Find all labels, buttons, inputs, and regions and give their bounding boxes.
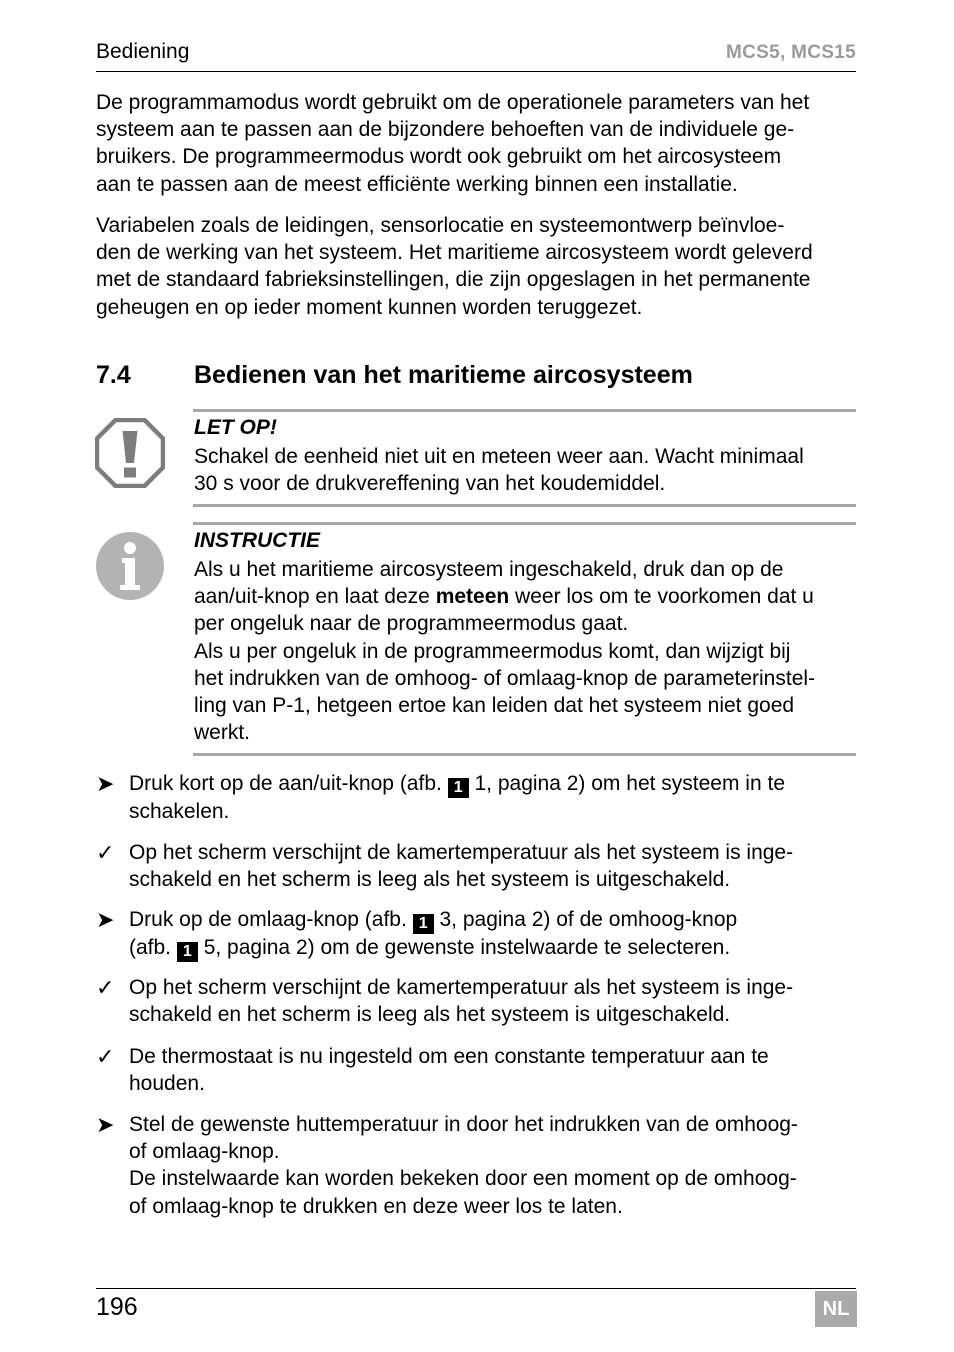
text-line: werkt. <box>194 721 251 745</box>
footer-divider <box>96 1288 856 1289</box>
action-arrow-icon: ➤ <box>96 907 115 932</box>
text-line <box>129 770 859 798</box>
text-line: De thermostaat is nu ingesteld om een constante temperatuur aan te <box>129 1045 769 1068</box>
text-segment: weer los om te voorkomen dat u <box>509 585 814 609</box>
result-check-icon: ✓ <box>96 975 115 1000</box>
step-set-cabin-temperature <box>129 1111 859 1220</box>
text-line: ling van P-1, hetgeen ertoe kan leiden dat het systeem niet goed <box>194 694 795 718</box>
text-line: systeem aan te passen aan de bijzondere behoeften van de individuele ge- <box>96 118 795 142</box>
text-line <box>129 906 859 934</box>
language-badge: NL <box>815 1291 857 1327</box>
text-line: het indrukken van de omhoog- of omlaag-knop de parameterinstel- <box>194 666 816 690</box>
text-line: met de standaard fabrieksinstellingen, die zijn opgeslagen in het permanente <box>96 268 811 292</box>
exclamation-octagon-icon <box>95 418 165 488</box>
text-line: Stel de gewenste huttemperatuur in door het indrukken van de omhoog- <box>129 1113 798 1136</box>
figure-reference-badge: 1 <box>177 942 198 962</box>
step-power-on <box>129 770 859 825</box>
text-line: geheugen en op ieder moment kunnen worden teruggezet. <box>96 295 643 319</box>
text-line: Op het scherm verschijnt de kamertemperatuur als het systeem is inge- <box>129 841 794 864</box>
intro-paragraph-1 <box>96 89 860 198</box>
result-check-icon: ✓ <box>96 840 115 865</box>
section-number: 7.4 <box>96 361 131 389</box>
step-select-setpoint <box>129 906 859 962</box>
text-line: De programmamodus wordt gebruikt om de operationele parameters van het <box>96 91 810 114</box>
caution-bottom-rule <box>193 504 856 507</box>
text-line: den de werking van het systeem. Het maritieme aircosysteem wordt geleverd <box>96 241 813 265</box>
caution-text <box>194 443 858 497</box>
text-line: of omlaag-knop. <box>129 1140 280 1164</box>
text-line <box>129 934 859 962</box>
instruction-heading: INSTRUCTIE <box>194 529 320 552</box>
header-divider <box>96 71 856 72</box>
result-display-shows-temperature-2 <box>129 974 859 1028</box>
text-line: Als u per ongeluk in de programmeermodus komt, dan wijzigt bij <box>194 639 791 663</box>
intro-paragraph-2 <box>96 212 860 321</box>
instruction-text <box>194 556 858 746</box>
running-header-model: MCS5, MCS15 <box>725 42 856 63</box>
text-line: houden. <box>129 1072 205 1096</box>
text-segment: (afb. <box>129 936 177 959</box>
instruction-bottom-rule <box>193 753 856 756</box>
running-header-section: Bediening <box>96 40 190 63</box>
text-segment: 5, pagina 2) om de gewenste instelwaarde te selecteren. <box>197 936 731 959</box>
text-line: 30 s voor de drukvereffening van het koudemiddel. <box>194 472 666 496</box>
instruction-top-rule <box>193 522 856 525</box>
text-line: of omlaag-knop te drukken en deze weer los te laten. <box>129 1194 623 1218</box>
text-line: bruikers. De programmeermodus wordt ook gebruikt om het aircosysteem <box>96 145 782 169</box>
text-line: aan te passen aan de meest efficiënte werking binnen een installatie. <box>96 172 738 196</box>
figure-reference-badge: 1 <box>413 914 434 934</box>
caution-top-rule <box>193 409 856 412</box>
text-segment: 3, pagina 2) of de omhoog-knop <box>433 908 738 931</box>
text-line: schakelen. <box>129 800 230 823</box>
text-segment: Druk op de omlaag-knop (afb. <box>129 908 413 931</box>
info-circle-icon <box>95 531 165 601</box>
text-line: schakeld en het scherm is leeg als het systeem is uitgeschakeld. <box>129 868 731 892</box>
text-line: Variabelen zoals de leidingen, sensorlocatie en systeemontwerp beïnvloe- <box>96 214 785 237</box>
text-segment: Druk kort op de aan/uit-knop (afb. <box>129 772 448 795</box>
text-line: per ongeluk naar de programmeermodus gaat. <box>194 612 629 636</box>
action-arrow-icon: ➤ <box>96 771 115 796</box>
text-segment: 1, pagina 2) om het systeem in te <box>468 772 786 795</box>
page-number: 196 <box>96 1293 138 1321</box>
result-thermostat-set <box>129 1043 859 1097</box>
text-line: schakeld en het scherm is leeg als het systeem is uitgeschakeld. <box>129 1003 731 1027</box>
emphasis-text: meteen <box>435 585 510 609</box>
text-line: Op het scherm verschijnt de kamertemperatuur als het systeem is inge- <box>129 976 794 999</box>
text-line: Schakel de eenheid niet uit en meteen weer aan. Wacht minimaal <box>194 445 804 468</box>
text-line <box>194 583 858 610</box>
action-arrow-icon: ➤ <box>96 1112 115 1137</box>
result-display-shows-temperature <box>129 839 859 893</box>
caution-heading: LET OP! <box>194 416 277 439</box>
section-title: Bedienen van het maritieme aircosysteem <box>194 361 693 389</box>
text-line: De instelwaarde kan worden bekeken door een moment op de omhoog- <box>129 1167 797 1191</box>
text-segment: aan/uit-knop en laat deze <box>194 585 436 609</box>
figure-reference-badge: 1 <box>448 778 469 798</box>
result-check-icon: ✓ <box>96 1044 115 1069</box>
text-line: Als u het maritieme aircosysteem ingeschakeld, druk dan op de <box>194 558 784 581</box>
